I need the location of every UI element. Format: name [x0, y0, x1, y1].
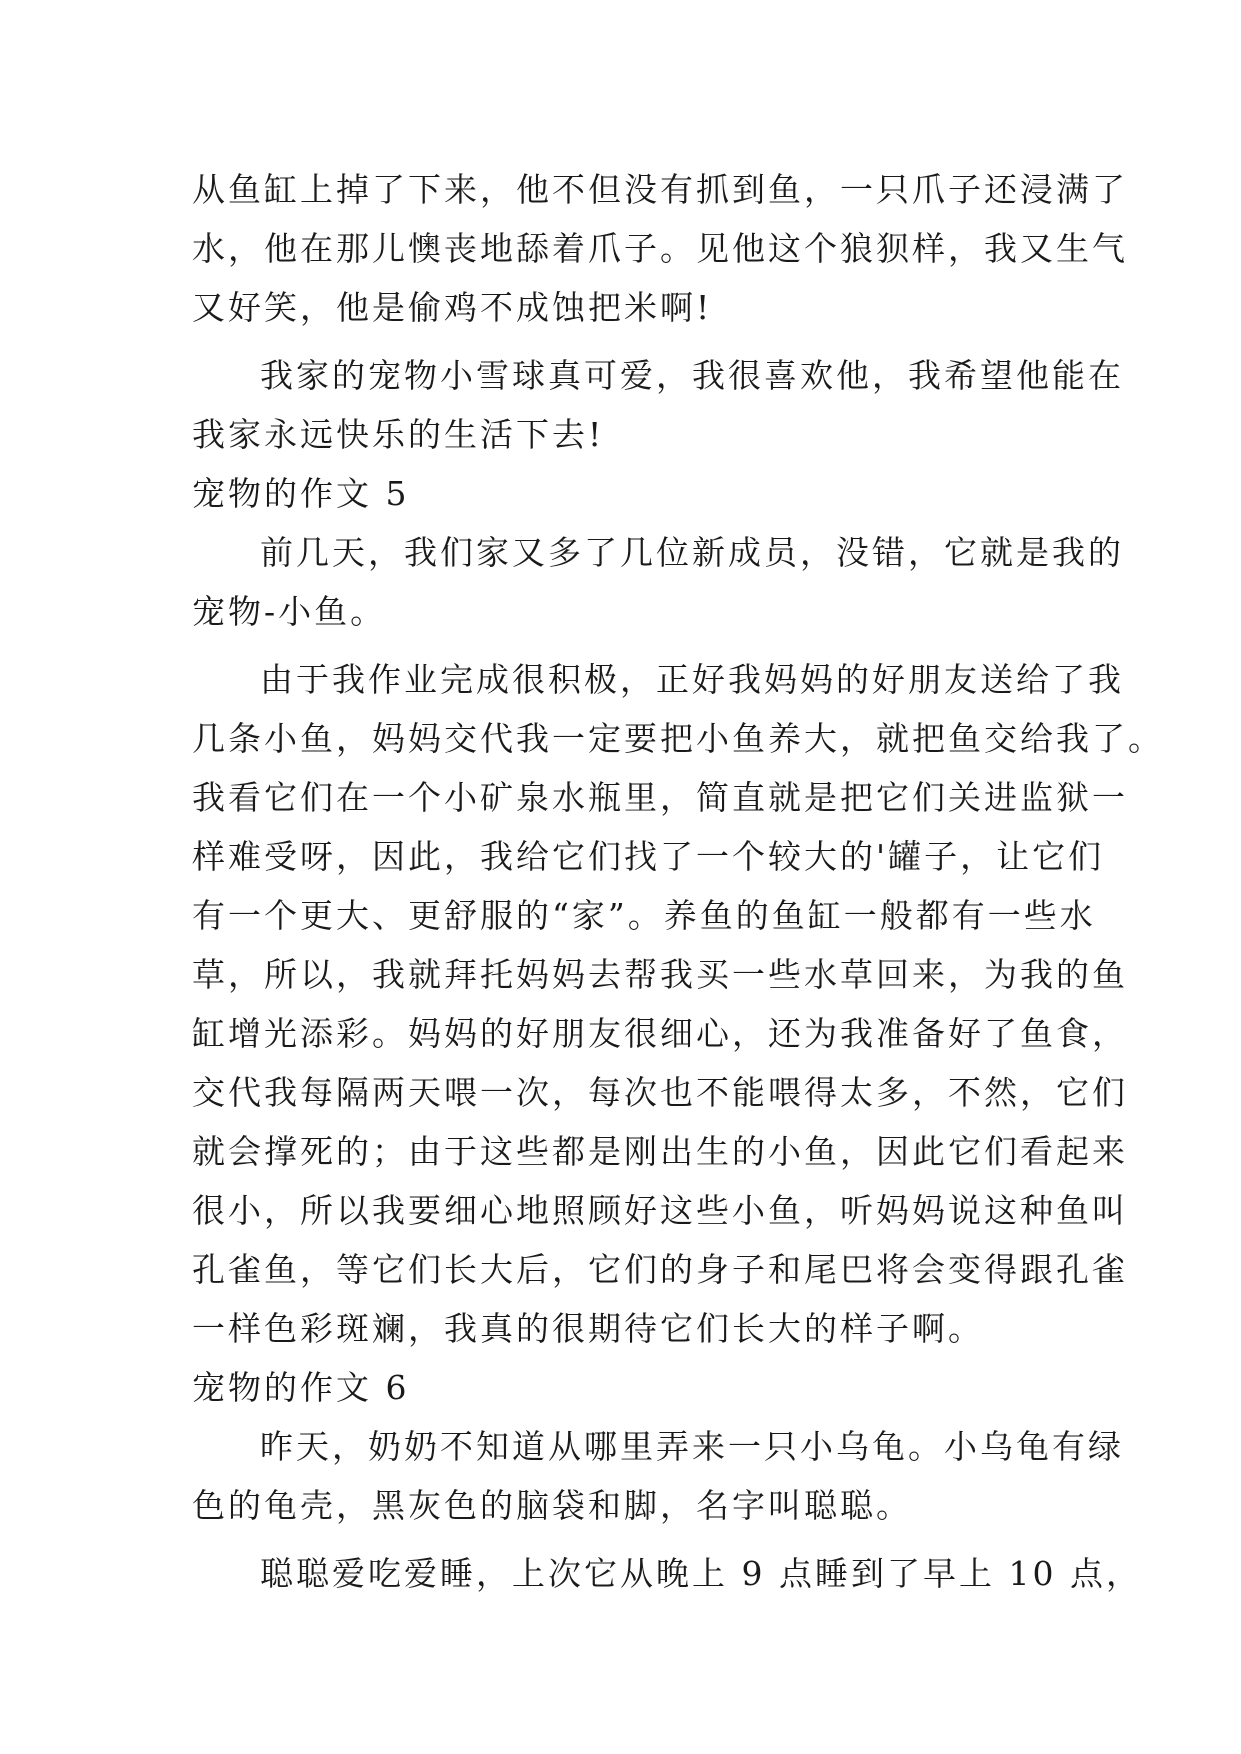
paragraph-5b: [192, 650, 1164, 1358]
text-line: 我看它们在一个小矿泉水瓶里，简直就是把它们关进监狱一: [192, 778, 1128, 817]
text-line: 几条小鱼，妈妈交代我一定要把小鱼养大，就把鱼交给我了。: [192, 719, 1164, 758]
paragraph-love-pet: [192, 346, 1124, 464]
text-line: 孔雀鱼，等它们长大后，它们的身子和尾巴将会变得跟孔雀: [192, 1250, 1128, 1289]
document-body: [192, 160, 1164, 1603]
text-line: 样难受呀，因此，我给它们找了一个较大的'罐子，让它们: [192, 837, 1105, 876]
text-line: 我家的宠物小雪球真可爱，我很喜欢他，我希望他能在: [260, 356, 1124, 395]
text-line: 缸增光添彩。妈妈的好朋友很细心，还为我准备好了鱼食，: [192, 1014, 1128, 1053]
paragraph-continued: [192, 160, 1128, 337]
text-line: 就会撑死的；由于这些都是刚出生的小鱼，因此它们看起来: [192, 1132, 1128, 1171]
paragraph-6b: [192, 1544, 1142, 1603]
section-heading-5: 宠物的作文 5: [192, 474, 410, 513]
text-line: 一样色彩斑斓，我真的很期待它们长大的样子啊。: [192, 1309, 984, 1348]
text-line: 昨天，奶奶不知道从哪里弄来一只小乌龟。小乌龟有绿: [260, 1427, 1124, 1466]
text-line: 从鱼缸上掉了下来，他不但没有抓到鱼，一只爪子还浸满了: [192, 170, 1128, 209]
text-line: 由于我作业完成很积极，正好我妈妈的好朋友送给了我: [260, 660, 1124, 699]
text-line: 交代我每隔两天喂一次，每次也不能喂得太多，不然，它们: [192, 1073, 1128, 1112]
text-line: 草，所以，我就拜托妈妈去帮我买一些水草回来，为我的鱼: [192, 955, 1128, 994]
text-line: 聪聪爱吃爱睡，上次它从晚上 9 点睡到了早上 10 点，: [260, 1554, 1142, 1593]
text-line: 色的龟壳，黑灰色的脑袋和脚，名字叫聪聪。: [192, 1486, 912, 1525]
text-line: 又好笑，他是偷鸡不成蚀把米啊!: [192, 288, 713, 327]
text-line: 宠物-小鱼。: [192, 592, 387, 631]
paragraph-5a: [192, 523, 1124, 641]
text-line: 我家永远快乐的生活下去!: [192, 415, 605, 454]
text-line: 有一个更大、更舒服的“家”。养鱼的鱼缸一般都有一些水: [192, 896, 1096, 935]
text-line: 前几天，我们家又多了几位新成员，没错，它就是我的: [260, 533, 1124, 572]
text-line: 很小，所以我要细心地照顾好这些小鱼，听妈妈说这种鱼叫: [192, 1191, 1128, 1230]
text-line: 水，他在那儿懊丧地舔着爪子。见他这个狼狈样，我又生气: [192, 229, 1128, 268]
section-heading-6: 宠物的作文 6: [192, 1368, 410, 1407]
paragraph-6a: [192, 1417, 1124, 1535]
